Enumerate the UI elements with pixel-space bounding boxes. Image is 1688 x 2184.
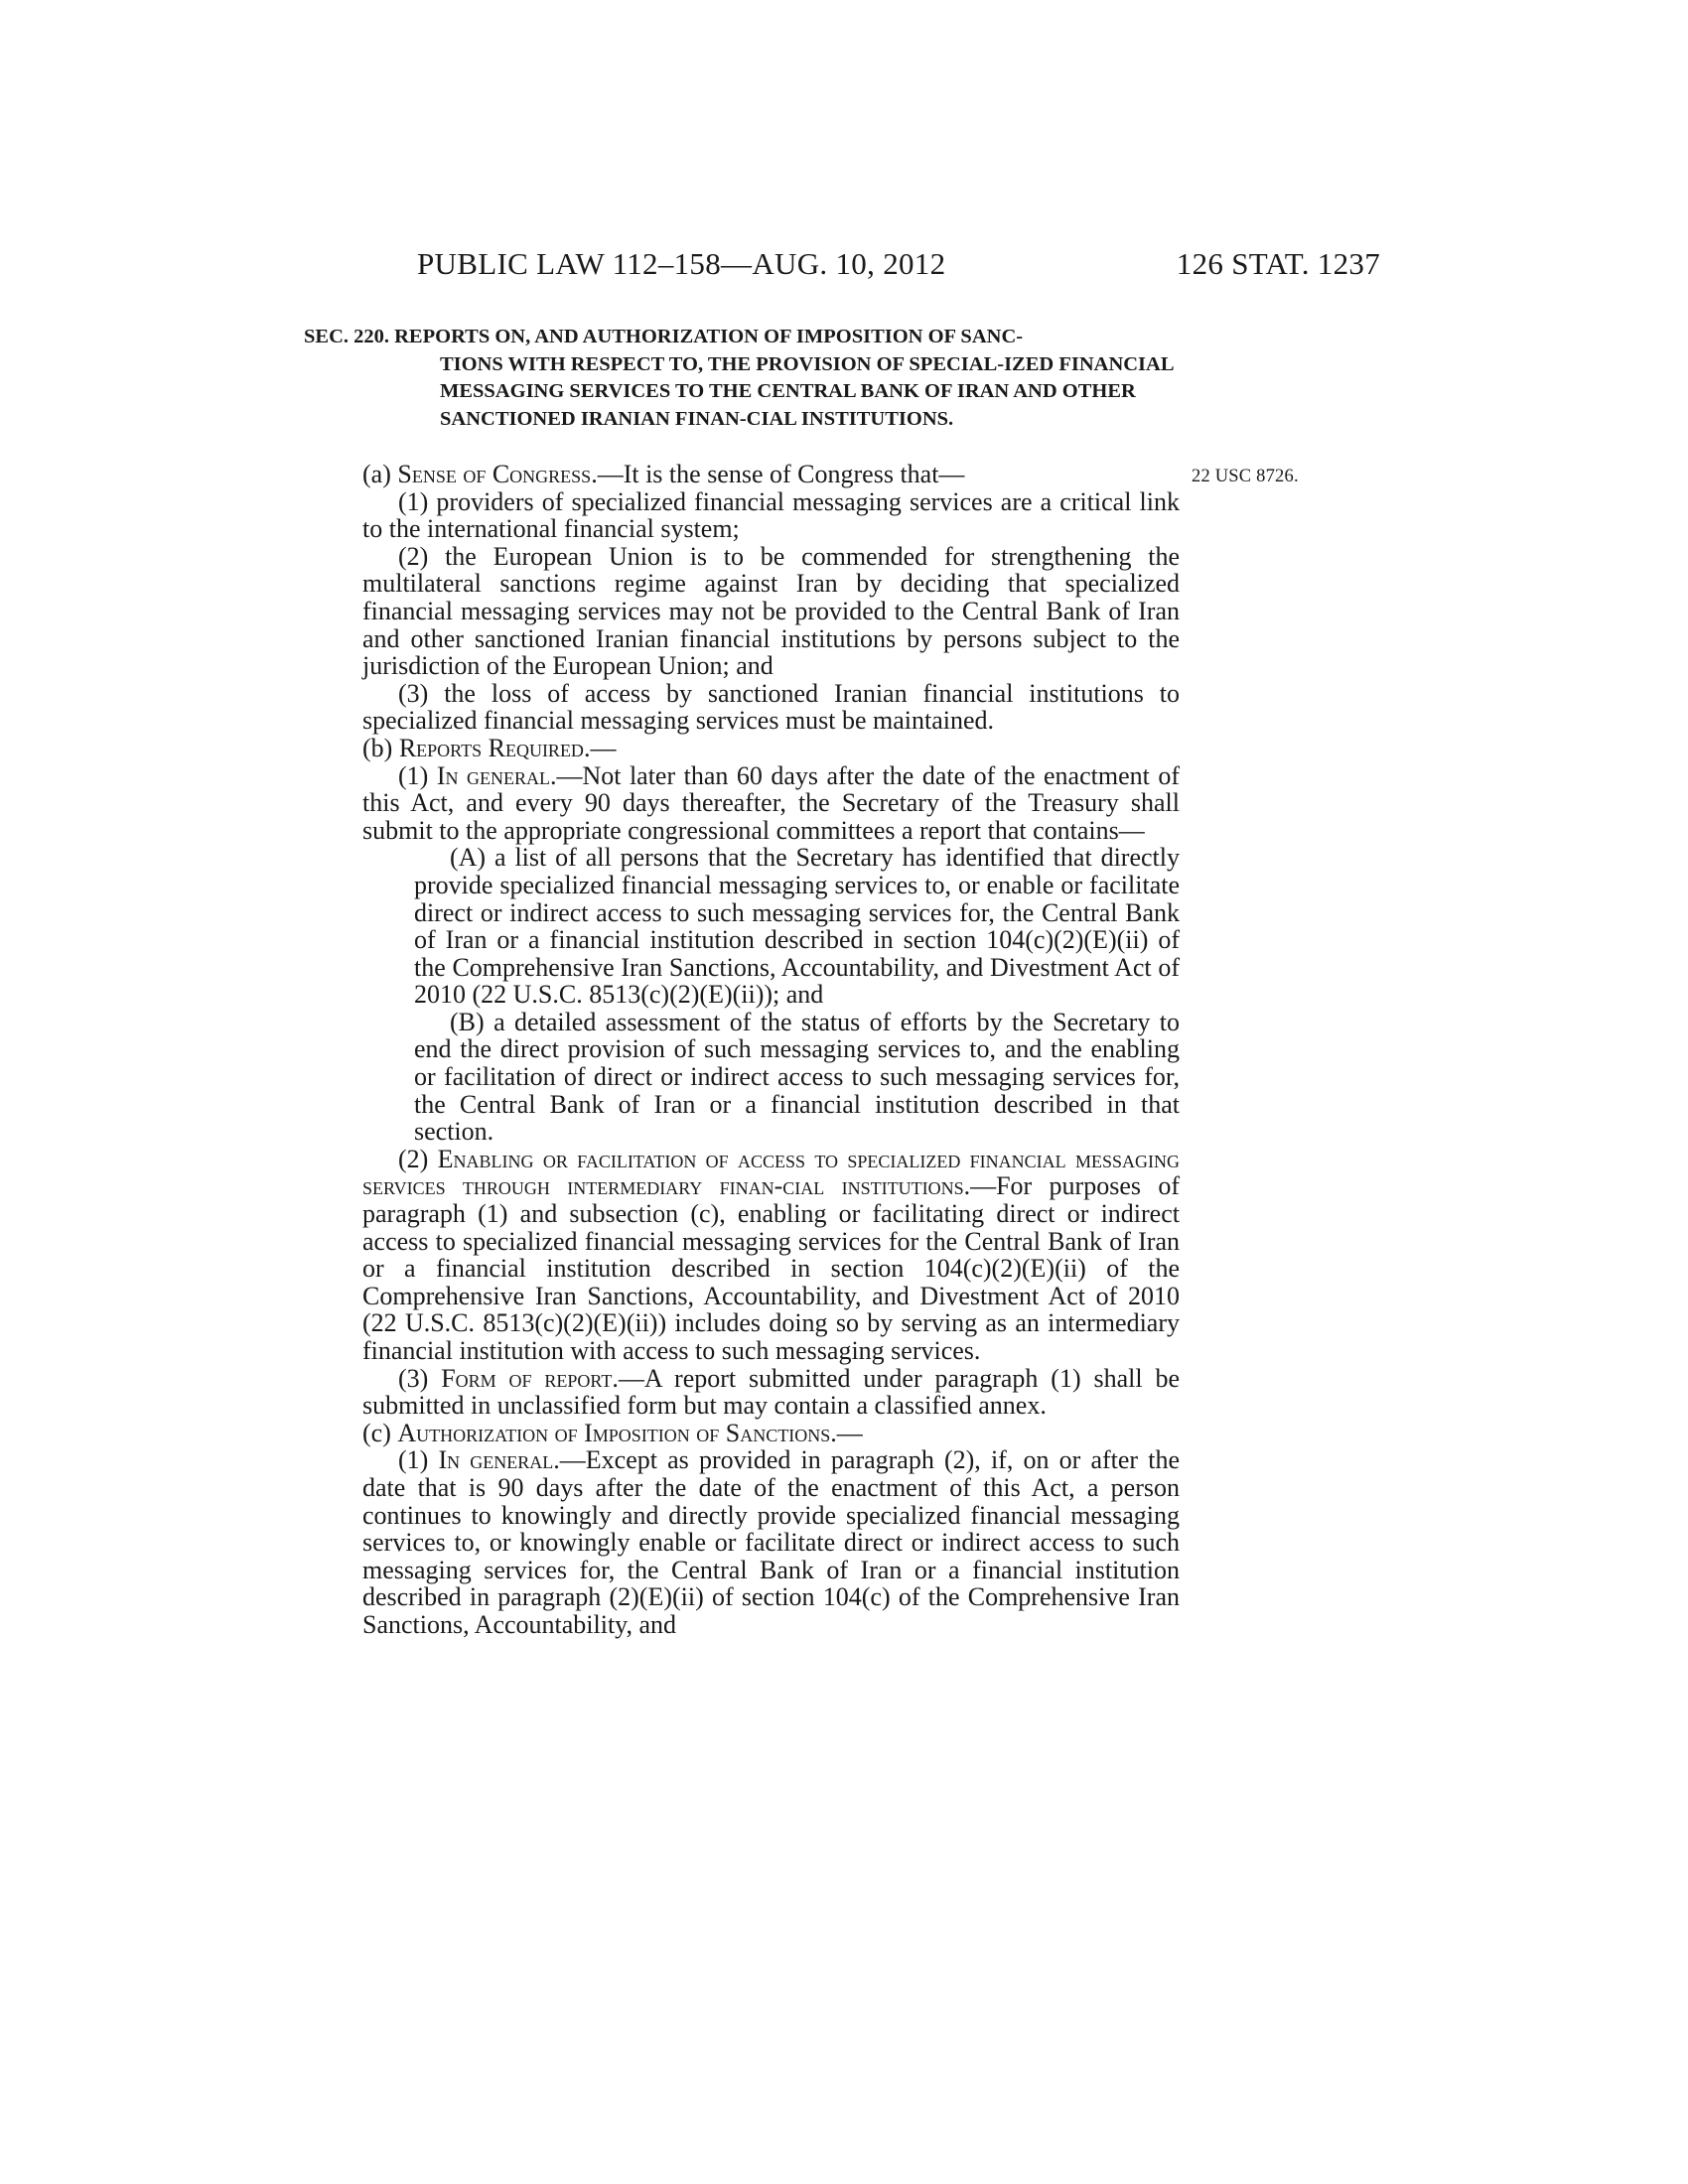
paragraph-a2: (2) the European Union is to be commended for strengthening the multilateral sanctions regime against Iran by deciding that specialized financial messaging services may not be provided to the Central Bank of Iran and other sanctioned Iranian financial institutions by persons subject to the jurisdiction of the European Union; and <box>362 541 1180 681</box>
subsection-c-title: Authorization of Imposition of Sanctions <box>397 1418 831 1447</box>
subsection-a-heading: (a) Sense of Congress.—It is the sense of Congress that— <box>362 460 965 488</box>
section-heading-continuation: TIONS WITH RESPECT TO, THE PROVISION OF SPECIAL-IZED FINANCIAL MESSAGING SERVICES TO THE CENTRAL BANK OF IRAN AND OTHER SANCTIONED IRANIAN FINAN-CIAL INSTITUTIONS. <box>440 352 1174 430</box>
paragraph-c1-title: In general <box>438 1445 554 1475</box>
page-header <box>417 246 1380 286</box>
paragraph-b3: (3) Form of report.—A report submitted under paragraph (1) shall be submitted in unclassified form but may contain a classified annex. <box>362 1363 1180 1421</box>
header-stat-page: 126 STAT. 1237 <box>1176 246 1380 281</box>
section-body <box>362 461 1180 1639</box>
usc-margin-note: 22 USC 8726. <box>1192 467 1299 486</box>
subsection-c-heading: (c) Authorization of Imposition of Sanctions.— <box>362 1418 863 1447</box>
section-heading <box>304 324 1180 433</box>
paragraph-a3: (3) the loss of access by sanctioned Iranian financial institutions to specialized financial messaging services must be maintained. <box>362 678 1180 736</box>
paragraph-b1-title: In general <box>436 760 550 790</box>
paragraph-b1: (1) In general.—Not later than 60 days after the date of the enactment of this Act, and every 90 days thereafter, the Secretary of the Treasury shall submit to the appropriate congressional committees a report that contains— <box>362 760 1180 845</box>
section-heading-line1: SEC. 220. REPORTS ON, AND AUTHORIZATION OF IMPOSITION OF SANC- <box>304 326 1024 347</box>
paragraph-a1: (1) providers of specialized financial messaging services are a critical link to the international financial system; <box>362 486 1180 544</box>
subparagraph-b1A: (A) a list of all persons that the Secretary has identified that directly provide specialized financial messaging services to, or enable or facilitate direct or indirect access to such messaging services for, the Central Bank of Iran or a financial institution described in section 104(c)(2)(E)(ii) of the Comprehensive Iran Sanctions, Accountability, and Divestment Act of 2010 (22 U.S.C. 8513(c)(2)(E)(ii)); and <box>414 843 1180 1010</box>
paragraph-b2: (2) Enabling or facilitation of access to specialized financial messaging services through intermediary finan-cial institutions.—For purposes of paragraph (1) and subsection (c), enabling or facilitating direct or indirect access to specialized financial messaging services for the Central Bank of Iran or a financial institution described in section 104(c)(2)(E)(ii) of the Comprehensive Iran Sanctions, Accountability, and Divestment Act of 2010 (22 U.S.C. 8513(c)(2)(E)(ii)) includes doing so by serving as an intermediary financial institution with access to such messaging services. <box>362 1144 1180 1365</box>
header-public-law: PUBLIC LAW 112–158—AUG. 10, 2012 <box>417 246 946 281</box>
paragraph-c1: (1) In general.—Except as provided in paragraph (2), if, on or after the date that is 90 days after the date of the enactment of this Act, a person continues to knowingly and directly provide specialized financial messaging services to, or knowingly enable or facilitate direct or indirect access to such messaging services for, the Central Bank of Iran or a financial institution described in paragraph (2)(E)(ii) of section 104(c) of the Comprehensive Iran Sanctions, Accountability, and <box>362 1445 1180 1639</box>
subsection-a-title: Sense of Congress <box>397 460 592 488</box>
subparagraph-b1B: (B) a detailed assessment of the status of efforts by the Secretary to end the direct provision of such messaging services to, and the enabling or facilitation of direct or indirect access to such messaging services for, the Central Bank of Iran or a financial institution described in that section. <box>414 1007 1180 1147</box>
paragraph-b2-title: Enabling or facilitation of access to specialized financial messaging services through intermediary finan-cial institutions <box>362 1144 1180 1201</box>
paragraph-b3-title: Form of report <box>441 1363 613 1393</box>
subsection-b-heading: (b) Reports Required.— <box>362 733 617 762</box>
subsection-b-title: Reports Required <box>398 733 584 762</box>
